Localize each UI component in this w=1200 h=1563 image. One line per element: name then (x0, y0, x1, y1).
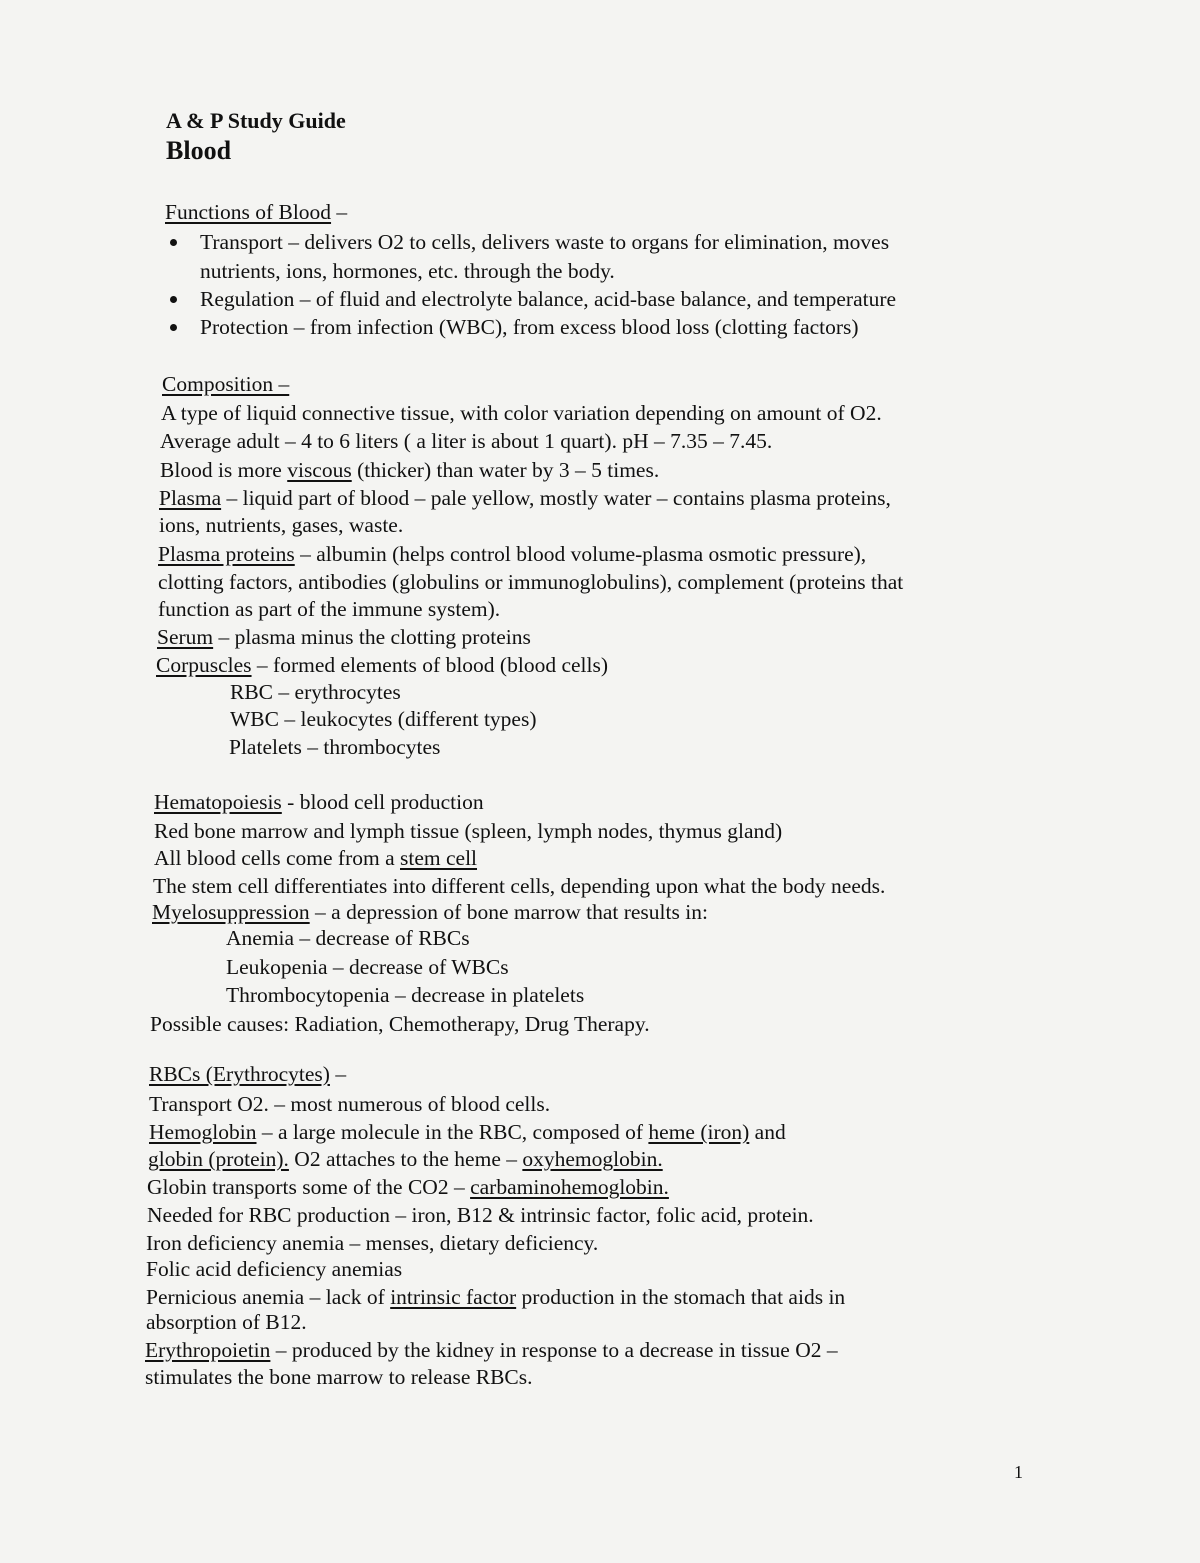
hemoglobin-definition (149, 1119, 786, 1145)
corpuscles-term: Corpuscles (156, 653, 252, 677)
text-segment: production in the stomach that aids in (516, 1285, 846, 1309)
composition-line: A type of liquid connective tissue, with color variation depending on amount of O2. (161, 401, 882, 425)
text-segment: Blood is more (160, 458, 288, 482)
function-text: – of fluid and electrolyte balance, acid-base balance, and temperature (294, 287, 897, 311)
text-segment: – (329, 1062, 347, 1086)
text-segment: – formed elements of blood (blood cells) (251, 653, 608, 677)
text-segment: – albumin (helps control blood volume-plasma osmotic pressure), (294, 542, 867, 566)
function-text: – from infection (WBC), from excess blood loss (clotting factors) (288, 315, 859, 339)
plasma-proteins-cont: clotting factors, antibodies (globulins or immunoglobulins), complement (proteins that (158, 570, 904, 594)
pernicious-anemia-line (146, 1284, 845, 1310)
oxyhemoglobin-term: oxyhemoglobin. (522, 1147, 663, 1171)
function-term: Protection (200, 315, 289, 339)
functions-heading-suffix: – (331, 200, 348, 224)
text-segment: – liquid part of blood – pale yellow, mostly water – contains plasma proteins, (221, 486, 891, 510)
hematopoiesis-definition (154, 789, 484, 815)
viscous-term: viscous (287, 458, 352, 482)
plasma-proteins-term: Plasma proteins (158, 542, 295, 566)
text-segment: O2 attaches to the heme – (288, 1147, 523, 1171)
serum-term: Serum (157, 625, 214, 649)
function-item-regulation (200, 286, 896, 312)
plasma-proteins-definition (158, 541, 866, 567)
text-segment: All blood cells come from a (154, 846, 400, 870)
hemoglobin-term: Hemoglobin (149, 1120, 257, 1144)
text-segment: and (749, 1120, 786, 1144)
globin-transport-line (147, 1174, 669, 1200)
rbcs-line: Folic acid deficiency anemias (146, 1257, 403, 1281)
serum-definition (157, 624, 531, 650)
function-term: Transport (200, 230, 283, 254)
carbaminohemoglobin-term: carbaminohemoglobin. (470, 1175, 669, 1199)
function-text: – delivers O2 to cells, delivers waste to organs for elimination, moves (282, 230, 890, 254)
page-number: 1 (1014, 1462, 1023, 1482)
functions-heading-line (165, 199, 347, 225)
document-subtitle: Blood (166, 136, 232, 165)
intrinsic-factor-term: intrinsic factor (390, 1285, 517, 1309)
heme-term: heme (iron) (648, 1120, 750, 1144)
text-segment: – produced by the kidney in response to a decrease in tissue O2 – (270, 1338, 838, 1362)
functions-heading: Functions of Blood (165, 200, 332, 224)
text-segment: - blood cell production (281, 790, 484, 814)
function-item-transport-cont: nutrients, ions, hormones, etc. through the body. (200, 259, 615, 283)
rbcs-line: Transport O2. – most numerous of blood cells. (149, 1092, 551, 1116)
composition-heading: Composition – (162, 372, 290, 396)
myelosuppression-term: Myelosuppression (152, 900, 310, 924)
bullet-icon (170, 296, 177, 303)
composition-line (160, 457, 659, 483)
function-item-transport (200, 229, 889, 255)
cell-type-item: WBC – leukocytes (different types) (230, 707, 537, 731)
function-term: Regulation (200, 287, 295, 311)
globin-term: globin (protein). (148, 1147, 289, 1171)
plasma-definition-cont: ions, nutrients, gases, waste. (159, 513, 404, 537)
hematopoiesis-line: Red bone marrow and lymph tissue (spleen, lymph nodes, thymus gland) (154, 819, 783, 843)
text-segment: Pernicious anemia – lack of (146, 1285, 391, 1309)
function-item-protection (200, 314, 859, 340)
hematopoiesis-line: The stem cell differentiates into different cells, depending upon what the body needs. (153, 874, 886, 898)
text-segment: – a large molecule in the RBC, composed of (256, 1120, 649, 1144)
erythropoietin-definition-cont: stimulates the bone marrow to release RBCs. (145, 1365, 533, 1389)
hemoglobin-definition-cont (148, 1146, 663, 1172)
cell-type-item: Platelets – thrombocytes (229, 735, 441, 759)
plasma-proteins-cont: function as part of the immune system). (158, 597, 501, 621)
rbcs-heading-line (149, 1061, 346, 1087)
cell-type-item: RBC – erythrocytes (230, 680, 401, 704)
condition-item: Anemia – decrease of RBCs (226, 926, 470, 950)
possible-causes: Possible causes: Radiation, Chemotherapy, Drug Therapy. (150, 1012, 650, 1036)
myelosuppression-definition (152, 899, 708, 925)
hematopoiesis-line (154, 845, 477, 871)
bullet-icon (170, 324, 177, 331)
text-segment: (thicker) than water by 3 – 5 times. (351, 458, 660, 482)
hematopoiesis-term: Hematopoiesis (154, 790, 282, 814)
erythropoietin-definition (145, 1337, 838, 1363)
corpuscles-definition (156, 652, 608, 678)
text-segment: – a depression of bone marrow that results in: (309, 900, 708, 924)
text-segment: Globin transports some of the CO2 – (147, 1175, 471, 1199)
condition-item: Leukopenia – decrease of WBCs (226, 955, 509, 979)
plasma-definition (159, 485, 891, 511)
document-title: A & P Study Guide (166, 108, 346, 133)
plasma-term: Plasma (159, 486, 222, 510)
composition-line: Average adult – 4 to 6 liters ( a liter is about 1 quart). pH – 7.35 – 7.45. (160, 429, 773, 453)
stem-cell-term: stem cell (400, 846, 478, 870)
text-segment: – plasma minus the clotting proteins (213, 625, 531, 649)
rbcs-line: Iron deficiency anemia – menses, dietary deficiency. (146, 1231, 599, 1255)
erythropoietin-term: Erythropoietin (145, 1338, 271, 1362)
bullet-icon (170, 239, 177, 246)
pernicious-anemia-cont: absorption of B12. (146, 1310, 307, 1334)
rbcs-heading: RBCs (Erythrocytes) (149, 1062, 330, 1086)
condition-item: Thrombocytopenia – decrease in platelets (226, 983, 585, 1007)
rbcs-line: Needed for RBC production – iron, B12 & intrinsic factor, folic acid, protein. (147, 1203, 814, 1227)
